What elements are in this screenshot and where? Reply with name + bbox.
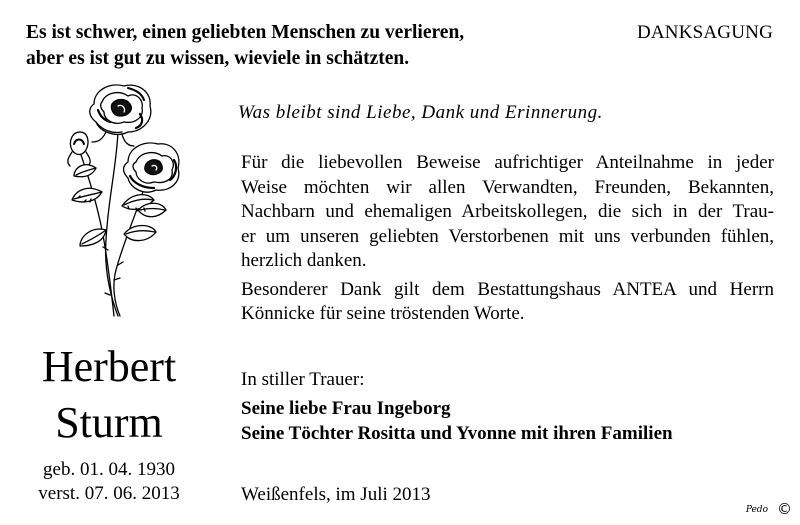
thanks-line: Für die liebevollen Beweise aufrichtiger Anteilnahme in jeder [241, 152, 774, 173]
mourning-label: In stiller Trauer: [241, 369, 365, 390]
rose-illustration-icon [58, 80, 188, 320]
thanks-line: Könnicke für seine tröstenden Worte. [241, 303, 525, 324]
thanks-text [241, 151, 774, 331]
memorial-quote: Was bleibt sind Liebe, Dank und Erinnerung. [238, 102, 603, 123]
death-date: verst. 07. 06. 2013 [38, 483, 180, 504]
mourner-line-1: Seine liebe Frau Ingeborg [241, 398, 451, 419]
deceased-first-name: Herbert [41, 342, 177, 391]
motto-line-1: Es ist schwer, einen geliebten Menschen zu verlieren, [26, 22, 465, 43]
motto-line-2: aber es ist gut zu wissen, wieviele in schätzten. [26, 48, 410, 69]
thanks-paragraph-1 [241, 151, 774, 274]
thanks-line: Weise möchten wir allen Verwandten, Freunden, Bekannten, [241, 176, 774, 198]
motto [26, 20, 464, 72]
place-and-date: Weißenfels, im Juli 2013 [241, 484, 431, 505]
notice-heading: DANKSAGUNG [636, 22, 773, 43]
thanks-line: herzlich danken. [241, 250, 367, 271]
thanks-line: er um unseren geliebten Verstorbenen mit uns verbunden fühlen, [241, 225, 774, 247]
thanks-paragraph-2 [241, 278, 774, 327]
thanks-line: Besonderer Dank gilt dem Bestattungshaus ANTEA und Herrn [241, 278, 774, 300]
birth-date: geb. 01. 04. 1930 [43, 459, 175, 480]
thanks-line: Nachbarn und ehemaligen Arbeitskollegen, die sich in der Trau- [241, 201, 774, 222]
artist-signature: Pedo [745, 505, 768, 515]
deceased-last-name: Sturm [55, 398, 163, 447]
copyright-icon: © [777, 500, 792, 518]
mourner-line-2: Seine Töchter Rositta und Yvonne mit ihren Familien [241, 423, 673, 444]
mourners-list [241, 396, 774, 446]
life-dates [20, 458, 198, 506]
